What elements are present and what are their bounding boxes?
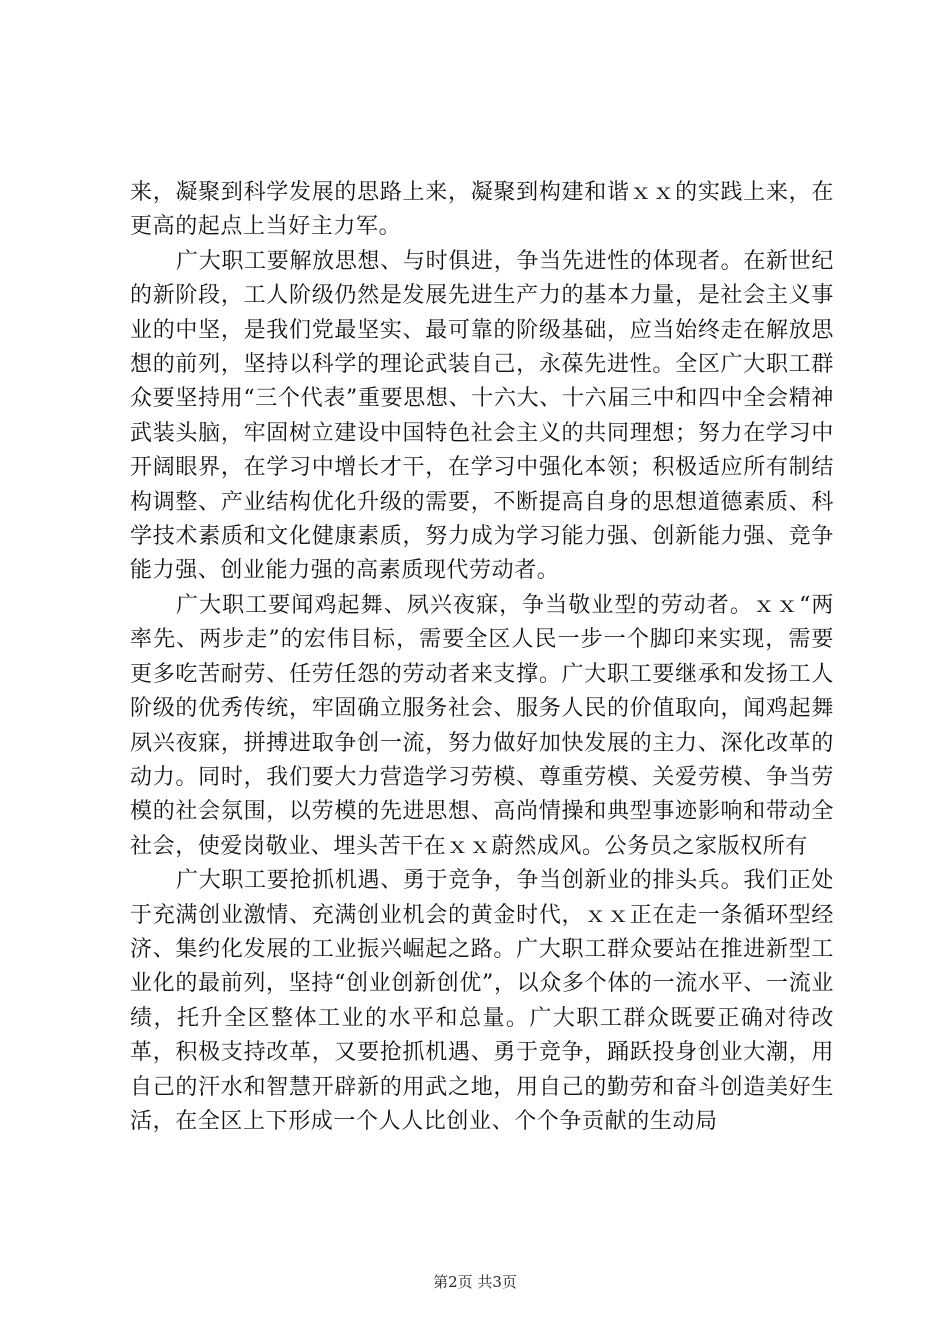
document-body bbox=[130, 176, 834, 1139]
paragraph: 来，凝聚到科学发展的思路上来，凝聚到构建和谐ｘｘ的实践上来，在更高的起点上当好主力军。 bbox=[130, 180, 834, 240]
paragraph: 广大职工要闻鸡起舞、夙兴夜寐，争当敬业型的劳动者。ｘｘ“两率先、两步走”的宏伟目标，需要全区人民一步一个脚印来实现，需要更多吃苦耐劳、任劳任怨的劳动者来支撑。广大职工要继承和发扬工人阶级的优秀传统，牢固确立服务社会、服务人民的价值取向，闻鸡起舞夙兴夜寐，拼搏进取争创一流，努力做好加快发展的主力、深化改革的动力。同时，我们要大力营造学习劳模、尊重劳模、关爱劳模、争当劳模的社会氛围，以劳模的先进思想、高尚情操和典型事迹影响和带动全社会，使爱岗敬业、埋头苦干在ｘｘ蔚然成风。公务员之家版权所有 bbox=[130, 592, 834, 859]
paragraph: 广大职工要解放思想、与时俱进，争当先进性的体现者。在新世纪的新阶段，工人阶级仍然是发展先进生产力的基本力量，是社会主义事业的中坚，是我们党最坚实、最可靠的阶级基础，应当始终走在解放思想的前列，坚持以科学的理论武装自己，永葆先进性。全区广大职工群众要坚持用“三个代表”重要思想、十六大、十六届三中和四中全会精神武装头脑，牢固树立建设中国特色社会主义的共同理想；努力在学习中开阔眼界，在学习中增长才干，在学习中强化本领；积极适应所有制结构调整、产业结构优化升级的需要，不断提高自身的思想道德素质、科学技术素质和文化健康素质，努力成为学习能力强、创新能力强、竞争能力强、创业能力强的高素质现代劳动者。 bbox=[130, 248, 834, 584]
paragraph: 广大职工要抢抓机遇、勇于竞争，争当创新业的排头兵。我们正处于充满创业激情、充满创业机会的黄金时代，ｘｘ正在走一条循环型经济、集约化发展的工业振兴崛起之路。广大职工群众要站在推进新型工业化的最前列，坚持“创业创新创优”，以众多个体的一流水平、一流业绩，托升全区整体工业的水平和总量。广大职工群众既要正确对待改革，积极支持改革，又要抢抓机遇、勇于竞争，踊跃投身创业大潮，用自己的汗水和智慧开辟新的用武之地，用自己的勤劳和奋斗创造美好生活，在全区上下形成一个人人比创业、个个争贡献的生动局 bbox=[130, 868, 834, 1134]
page-number-footer: 第2页 共3页 bbox=[433, 1273, 517, 1291]
